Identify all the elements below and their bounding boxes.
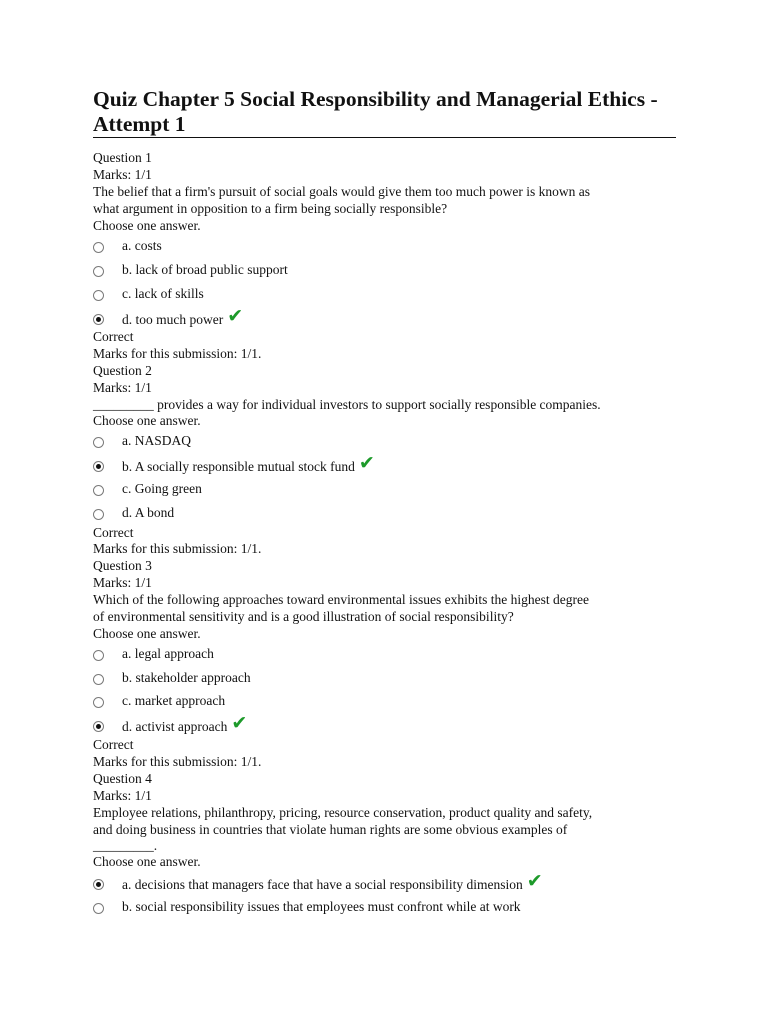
question-marks: Marks: 1/1 — [93, 380, 152, 395]
radio-button-icon[interactable] — [93, 509, 104, 520]
answer-option-text: a. decisions that managers face that have a social responsibility dimension — [122, 877, 523, 892]
answer-option-label — [122, 712, 248, 737]
question-marks: Marks: 1/1 — [93, 788, 152, 803]
radio-button-icon[interactable] — [93, 485, 104, 496]
page-title: Quiz Chapter 5 Social Responsibility and Managerial Ethics - Attempt 1 — [93, 87, 658, 136]
answer-option-text: b. social responsibility issues that employees must confront while at work — [122, 899, 521, 914]
answer-option-label — [122, 870, 543, 895]
question-marks: Marks: 1/1 — [93, 167, 152, 182]
question-text-line: _________ provides a way for individual investors to support socially responsible companies. — [93, 397, 601, 412]
question-text-line: The belief that a firm's pursuit of social goals would give them too much power is known as — [93, 184, 590, 199]
radio-button-icon[interactable] — [93, 314, 104, 325]
answer-option-text: d. activist approach — [122, 719, 228, 734]
question-text-line: Which of the following approaches toward environmental issues exhibits the highest degree — [93, 592, 589, 607]
answer-option-text: c. lack of skills — [122, 286, 204, 301]
answer-option-label — [122, 431, 191, 451]
radio-button-icon[interactable] — [93, 266, 104, 277]
radio-button-icon[interactable] — [93, 903, 104, 914]
choose-instruction: Choose one answer. — [93, 218, 201, 233]
answer-option-text: b. stakeholder approach — [122, 670, 251, 685]
checkmark-icon: ✔ — [227, 305, 244, 327]
question-text-line: Employee relations, philanthropy, pricing, resource conservation, product quality and safety, — [93, 805, 593, 820]
answer-option-text: a. legal approach — [122, 646, 214, 661]
answer-option-text: c. market approach — [122, 693, 226, 708]
answer-option-label — [122, 305, 244, 330]
result-status: Correct — [93, 737, 134, 752]
answer-option-label — [122, 260, 288, 280]
radio-button-icon[interactable] — [93, 697, 104, 708]
answer-option-text: a. costs — [122, 238, 162, 253]
answer-option-label — [122, 691, 225, 711]
choose-instruction: Choose one answer. — [93, 626, 201, 641]
choose-instruction: Choose one answer. — [93, 854, 201, 869]
answer-option-label — [122, 668, 251, 688]
choose-instruction: Choose one answer. — [93, 413, 201, 428]
submission-marks: Marks for this submission: 1/1. — [93, 541, 262, 556]
radio-button-icon[interactable] — [93, 437, 104, 448]
answer-option-label — [122, 479, 202, 499]
checkmark-icon: ✔ — [358, 452, 375, 474]
question-number: Question 3 — [93, 558, 152, 573]
question-number: Question 2 — [93, 363, 152, 378]
radio-button-icon[interactable] — [93, 674, 104, 685]
question-number: Question 1 — [93, 150, 152, 165]
answer-option-text: b. lack of broad public support — [122, 262, 288, 277]
answer-option-label — [122, 236, 162, 256]
answer-option-text: b. A socially responsible mutual stock fund — [122, 459, 355, 474]
radio-button-icon[interactable] — [93, 879, 104, 890]
answer-option-label — [122, 503, 174, 523]
radio-button-icon[interactable] — [93, 721, 104, 732]
answer-option-text: a. NASDAQ — [122, 433, 191, 448]
answer-option-label — [122, 452, 375, 477]
result-status: Correct — [93, 525, 134, 540]
question-text-line: of environmental sensitivity and is a good illustration of social responsibility? — [93, 609, 514, 624]
radio-button-icon[interactable] — [93, 461, 104, 472]
answer-option-text: d. A bond — [122, 505, 175, 520]
question-number: Question 4 — [93, 771, 152, 786]
answer-option-label — [122, 897, 521, 917]
result-status: Correct — [93, 329, 134, 344]
submission-marks: Marks for this submission: 1/1. — [93, 346, 262, 361]
title-divider — [93, 137, 676, 138]
radio-button-icon[interactable] — [93, 290, 104, 301]
radio-button-icon[interactable] — [93, 650, 104, 661]
checkmark-icon: ✔ — [526, 870, 543, 892]
question-text-line: what argument in opposition to a firm being socially responsible? — [93, 201, 448, 216]
submission-marks: Marks for this submission: 1/1. — [93, 754, 262, 769]
answer-option-text: c. Going green — [122, 481, 202, 496]
answer-option-label — [122, 284, 204, 304]
question-marks: Marks: 1/1 — [93, 575, 152, 590]
answer-option-label — [122, 644, 214, 664]
answer-option-text: d. too much power — [122, 312, 224, 327]
checkmark-icon: ✔ — [231, 712, 248, 734]
radio-button-icon[interactable] — [93, 242, 104, 253]
question-text-line: _________. — [93, 838, 158, 853]
question-text-line: and doing business in countries that violate human rights are some obvious examples of — [93, 822, 568, 837]
